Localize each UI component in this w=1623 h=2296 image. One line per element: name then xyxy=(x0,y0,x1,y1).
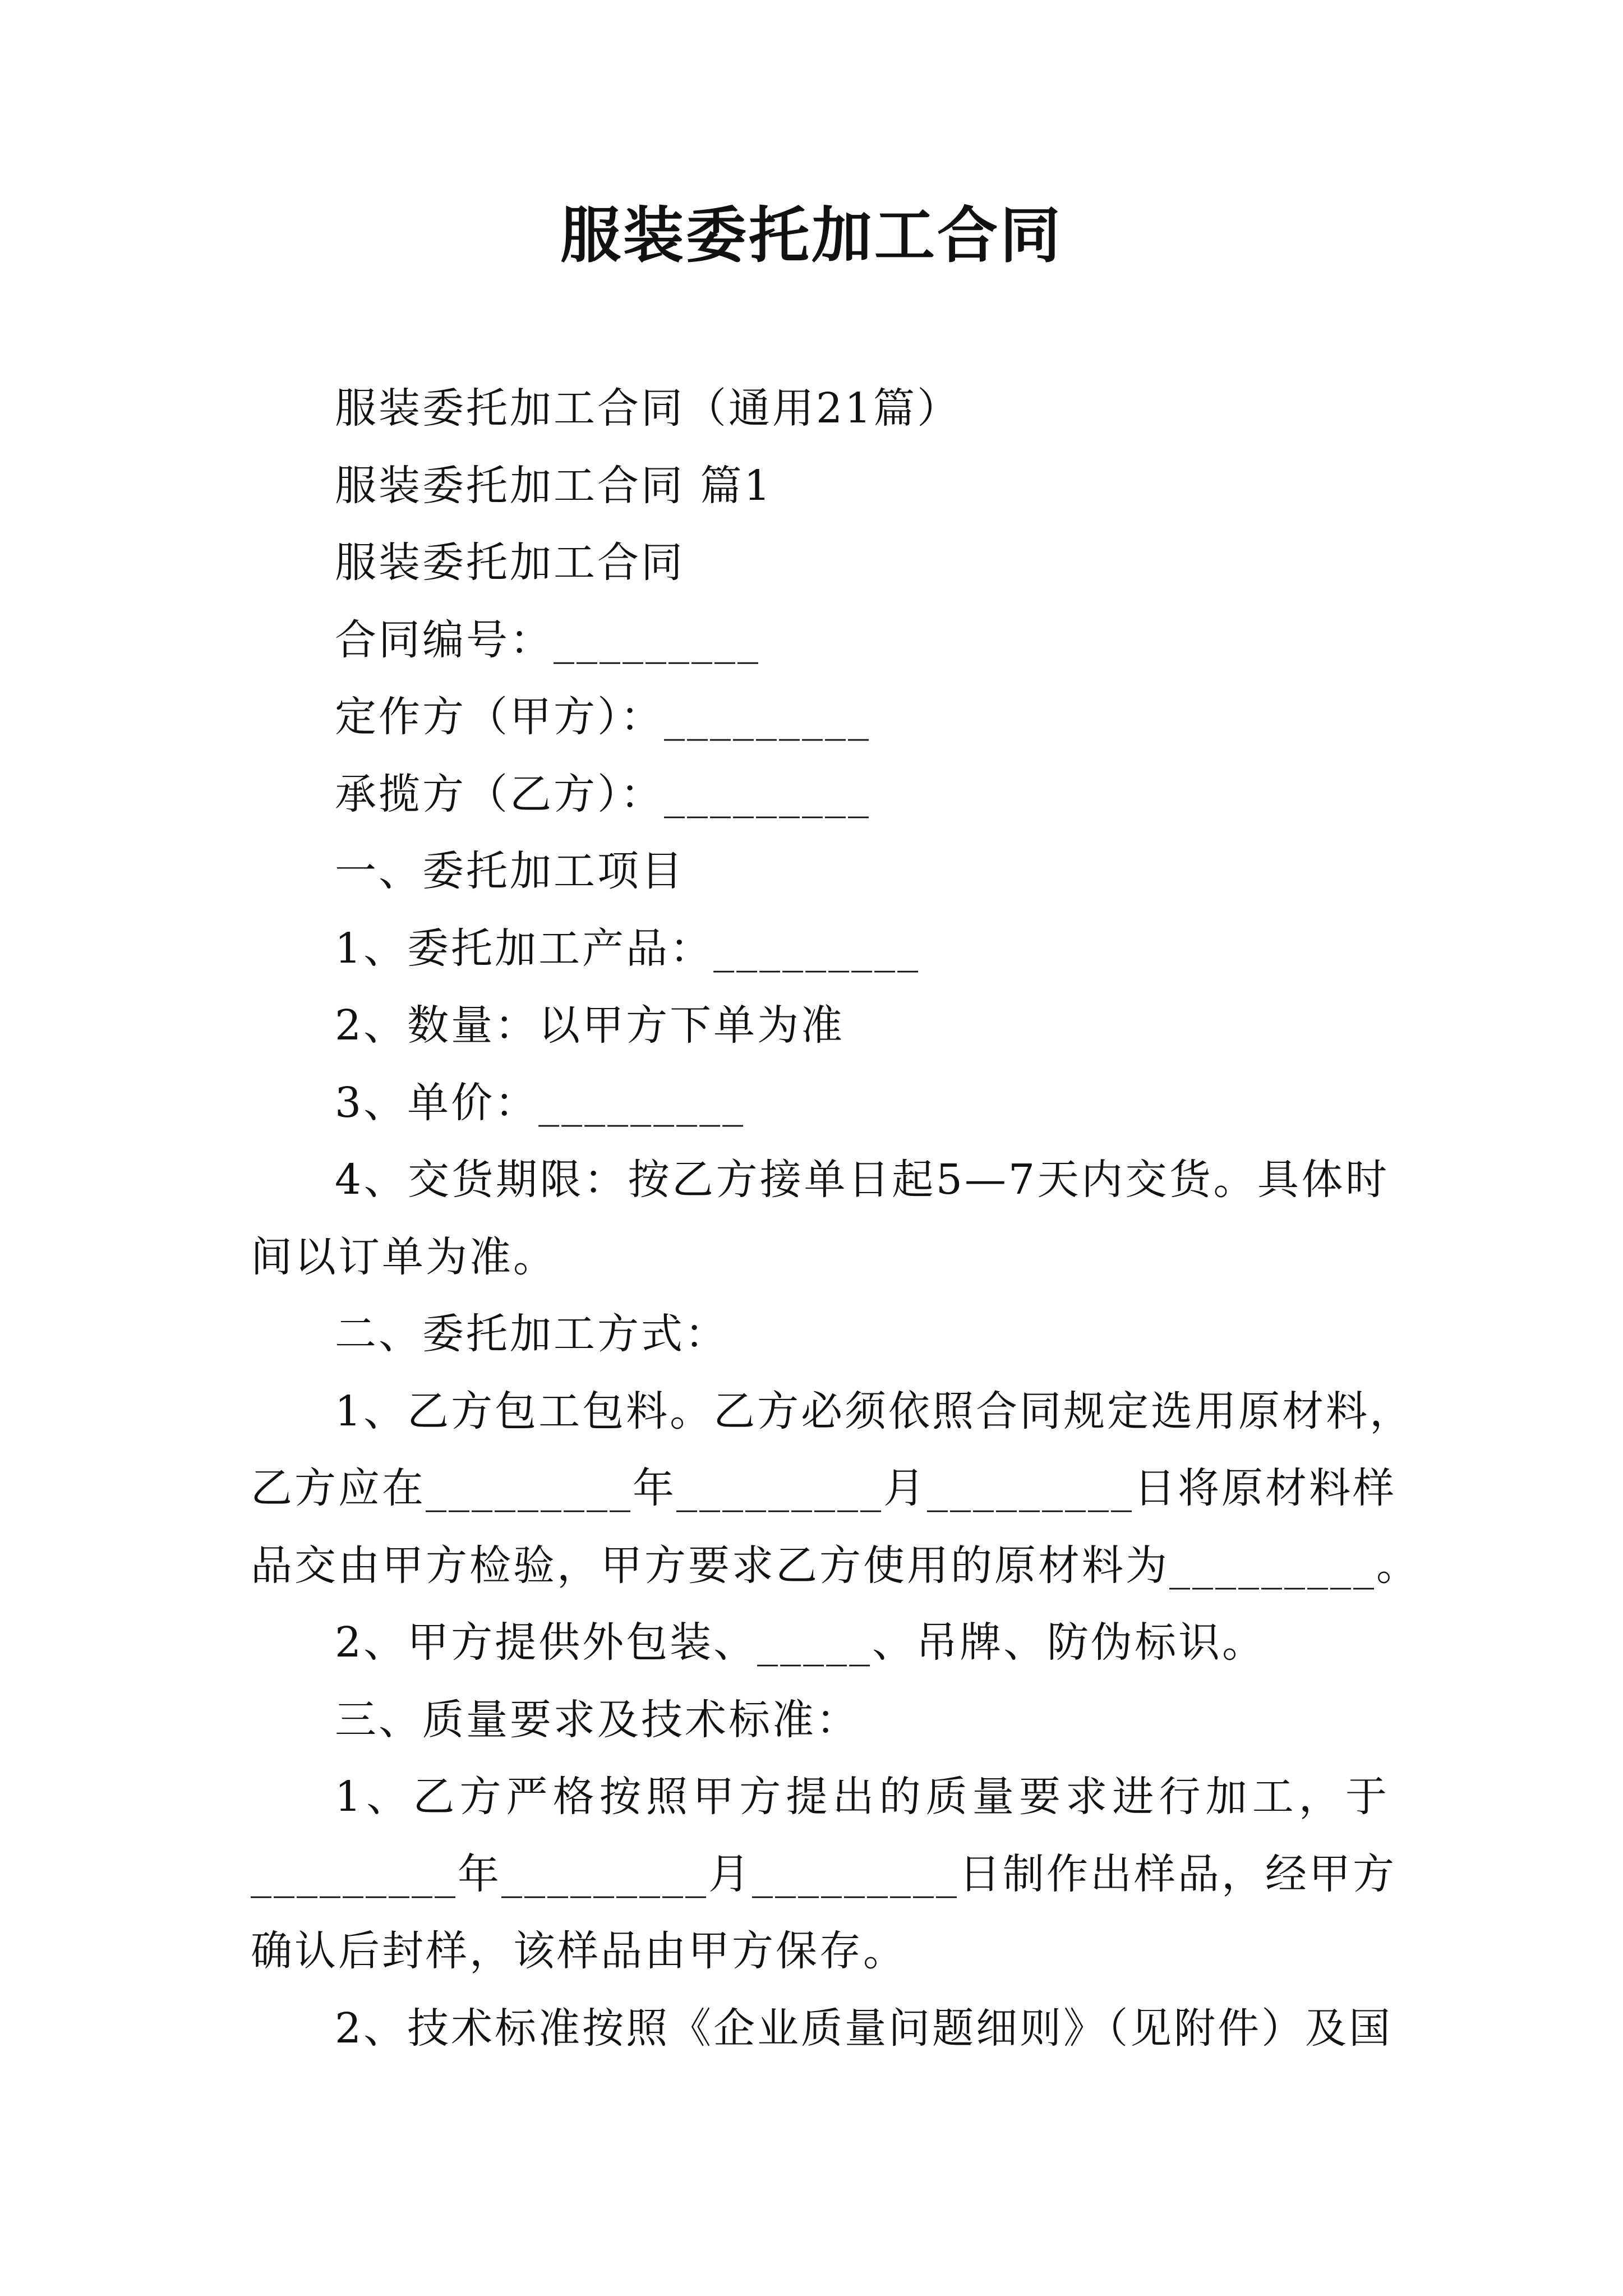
document-line: 承揽方（乙方）：_________ xyxy=(335,770,871,818)
document-line: 三、质量要求及技术标准： xyxy=(335,1695,860,1744)
document-line: _________年_________月_________日制作出样品，经甲方 xyxy=(251,1849,1396,1898)
document-line: 品交由甲方检验，甲方要求乙方使用的原材料为_________。 xyxy=(251,1541,1420,1590)
document-line: 服装委托加工合同 xyxy=(335,539,685,587)
document-body xyxy=(251,370,1420,2067)
document-line: 服装委托加工合同（通用21篇） xyxy=(335,384,961,432)
document-line: 间以订单为准。 xyxy=(251,1232,557,1281)
document-line: 4、交货期限：按乙方接单日起5—7天内交货。具体时 xyxy=(335,1156,1389,1204)
document-line: 确认后封样，该样品由甲方保存。 xyxy=(251,1927,907,1975)
document-line: 合同编号：_________ xyxy=(335,615,760,664)
document-line: 定作方（甲方）：_________ xyxy=(335,693,871,741)
document-line: 乙方应在_________年_________月_________日将原材料样 xyxy=(251,1464,1396,1512)
document-line: 3、单价：_________ xyxy=(335,1078,746,1127)
document-line: 2、技术标准按照《企业质量问题细则》（见附件）及国 xyxy=(335,2004,1393,2053)
document-title: 服装委托加工合同 xyxy=(560,200,1063,271)
document-line: 二、委托加工方式： xyxy=(335,1310,728,1358)
document-line: 一、委托加工项目 xyxy=(335,847,685,895)
document-line: 1、委托加工产品：_________ xyxy=(335,924,921,973)
document-line: 2、数量：以甲方下单为准 xyxy=(335,1001,845,1050)
document-line: 2、甲方提供外包装、_____、吊牌、防伪标识。 xyxy=(335,1618,1266,1667)
document-line: 1、乙方严格按照甲方提出的质量要求进行加工，于 xyxy=(335,1773,1389,1821)
document-line: 服装委托加工合同 篇1 xyxy=(335,461,773,510)
document-line: 1、乙方包工包料。乙方必须依照合同规定选用原材料， xyxy=(335,1387,1414,1435)
